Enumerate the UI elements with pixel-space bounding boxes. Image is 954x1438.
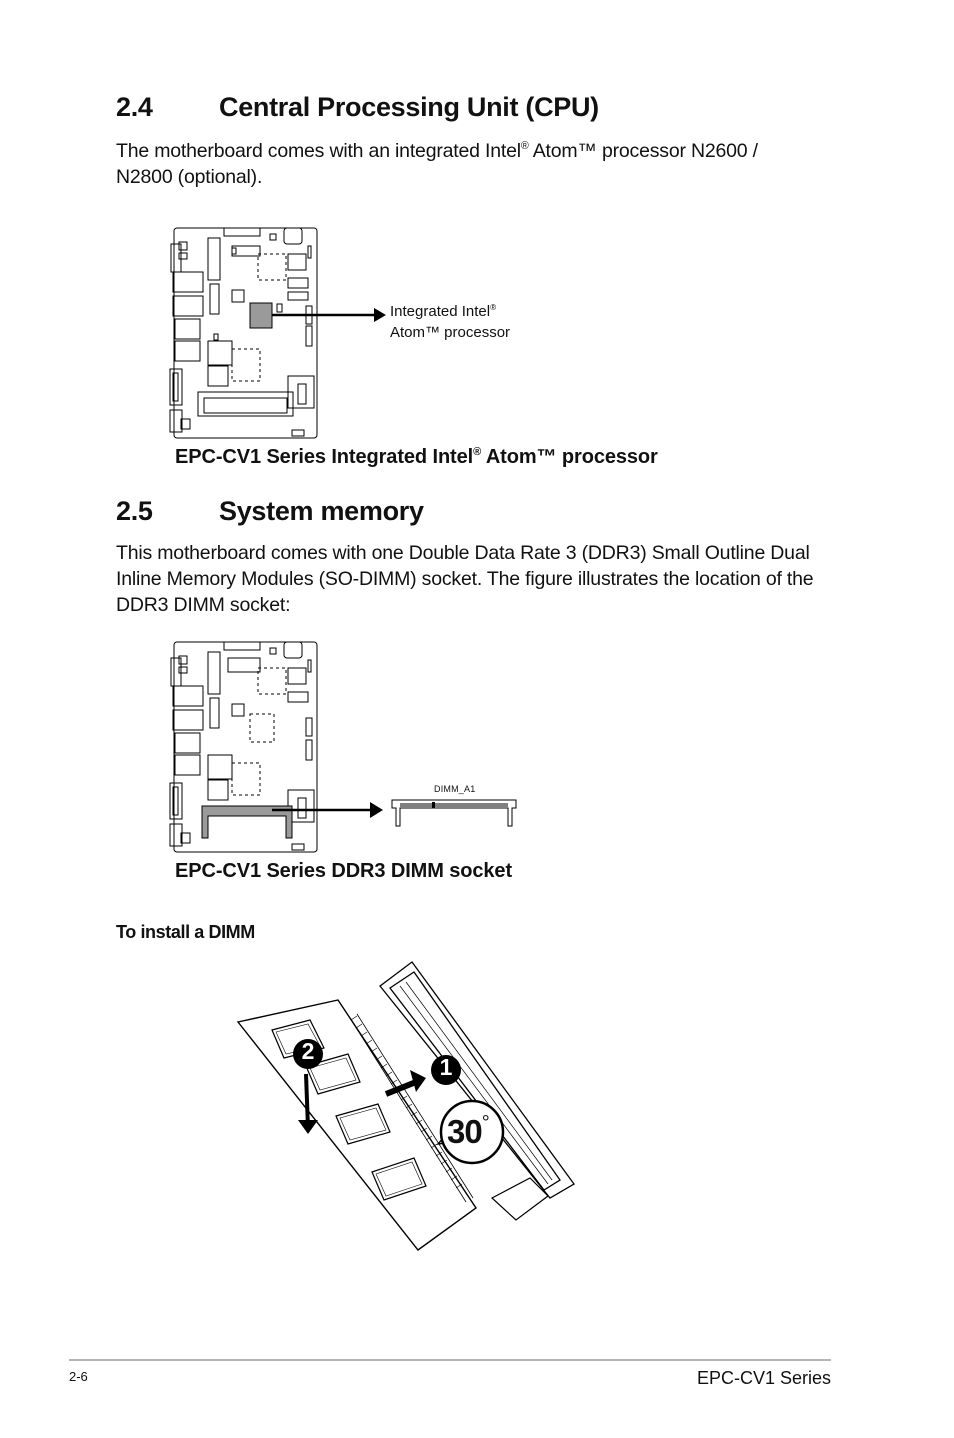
section-heading-memory bbox=[116, 496, 816, 530]
footer-rule bbox=[69, 1359, 831, 1361]
section-number: 2.4 bbox=[116, 92, 153, 122]
dimm-socket-label: DIMM_A1 bbox=[434, 784, 476, 794]
memory-description: This motherboard comes with one Double Data Rate 3 (DDR3) Small Outline Dual Inline Memory Modules (SO-DIMM) socket. The figure illustrates the location of the DDR3 DIMM socket: bbox=[116, 542, 814, 616]
cpu-figure-caption: EPC-CV1 Series Integrated Intel® Atom™ processor bbox=[175, 445, 658, 468]
dimm-socket-detail bbox=[388, 796, 520, 830]
angle-label: 30° bbox=[447, 1112, 489, 1150]
cpu-callout-arrow bbox=[272, 308, 387, 322]
motherboard-dimm-diagram bbox=[170, 640, 322, 854]
motherboard-cpu-diagram bbox=[170, 226, 322, 440]
section-number: 2.5 bbox=[116, 496, 153, 526]
dimm-figure-caption: EPC-CV1 Series DDR3 DIMM socket bbox=[175, 860, 513, 882]
page-number: 2-6 bbox=[69, 1369, 88, 1384]
dimm-callout-arrow bbox=[272, 802, 384, 818]
cpu-description: The motherboard comes with an integrated Intel® Atom™ processor N2600 / N2800 (optional). bbox=[116, 139, 758, 188]
step-2-label: 2 bbox=[301, 1038, 315, 1064]
section-title: System memory bbox=[219, 496, 424, 526]
footer-series: EPC-CV1 Series bbox=[696, 1368, 831, 1388]
install-heading: To install a DIMM bbox=[116, 922, 255, 942]
cpu-callout-label: Integrated Intel® Atom™ processor bbox=[390, 302, 511, 341]
section-title: Central Processing Unit (CPU) bbox=[219, 92, 599, 122]
step-1-label: 1 bbox=[439, 1054, 453, 1080]
dimm-install-illustration bbox=[230, 958, 590, 1258]
section-heading-cpu bbox=[116, 92, 816, 126]
